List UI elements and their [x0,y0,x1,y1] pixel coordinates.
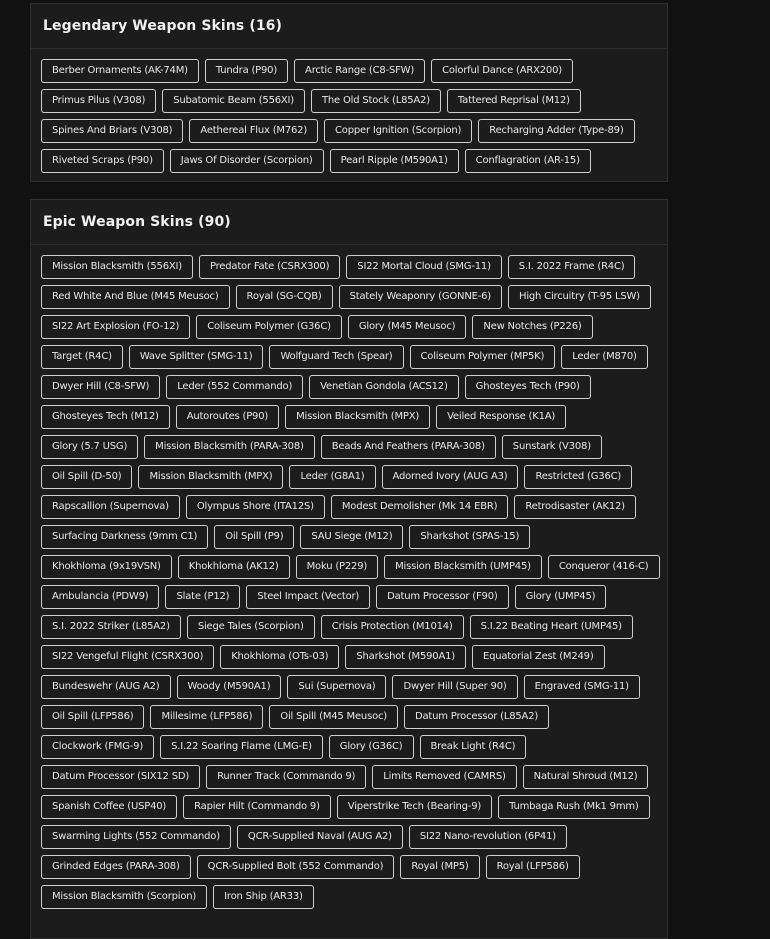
skin-chip[interactable]: Coliseum Polymer (G36C) [196,315,342,339]
skin-chip[interactable]: Mission Blacksmith (MPX) [138,465,283,489]
epic-skins-count: (90) [198,214,231,230]
skin-chip[interactable]: Red White And Blue (M45 Meusoc) [41,285,230,309]
legendary-skins-panel [30,3,668,182]
skin-chip[interactable]: SI22 Mortal Cloud (SMG-11) [346,255,501,279]
epic-skins-list [31,245,667,915]
skin-chip[interactable]: Clockwork (FMG-9) [41,735,154,759]
epic-skins-title: Epic Weapon Skins [43,214,194,230]
legendary-skins-header [31,4,667,49]
skin-chip[interactable]: Oil Spill (P9) [214,525,294,549]
skin-chip[interactable]: Ghosteyes Tech (M12) [41,405,170,429]
skin-chip[interactable]: Beads And Feathers (PARA-308) [321,435,496,459]
skin-chip[interactable]: Adorned Ivory (AUG A3) [382,465,519,489]
skin-chip[interactable]: Woody (M590A1) [177,675,282,699]
skin-chip[interactable]: Retrodisaster (AK12) [514,495,636,519]
skin-chip[interactable]: Target (R4C) [41,345,123,369]
skin-chip[interactable]: Dwyer Hill (C8-SFW) [41,375,160,399]
skin-chip[interactable]: Berber Ornaments (AK-74M) [41,59,199,83]
skin-chip[interactable]: Datum Processor (F90) [376,585,508,609]
skin-chip[interactable]: Bundeswehr (AUG A2) [41,675,171,699]
skin-chip[interactable]: Leder (552 Commando) [166,375,303,399]
skin-chip[interactable]: Datum Processor (SIX12 SD) [41,765,200,789]
skin-chip[interactable]: Iron Ship (AR33) [213,885,314,909]
skin-chip[interactable]: Crisis Protection (M1014) [321,615,464,639]
skin-chip[interactable]: Break Light (R4C) [420,735,527,759]
skin-chip[interactable]: High Circuitry (T-95 LSW) [508,285,651,309]
skin-chip[interactable]: Arctic Range (C8-SFW) [294,59,425,83]
skin-chip[interactable]: Autoroutes (P90) [176,405,279,429]
skin-chip[interactable]: Colorful Dance (ARX200) [431,59,573,83]
skin-chip[interactable]: Royal (LFP586) [486,855,580,879]
skin-chip[interactable]: Coliseum Polymer (MP5K) [410,345,556,369]
skin-chip[interactable]: Khokhloma (AK12) [178,555,290,579]
skin-chip[interactable]: Subatomic Beam (556XI) [162,89,305,113]
skin-chip[interactable]: Mission Blacksmith (Scorpion) [41,885,207,909]
skin-chip[interactable]: Surfacing Darkness (9mm C1) [41,525,208,549]
legendary-skins-title: Legendary Weapon Skins [43,18,245,34]
legendary-skins-list [31,49,667,179]
skin-chip[interactable]: QCR-Supplied Bolt (552 Commando) [197,855,395,879]
skin-chip[interactable]: Sui (Supernova) [287,675,386,699]
skin-chip[interactable]: Mission Blacksmith (556XI) [41,255,193,279]
skin-chip[interactable]: Veiled Response (K1A) [436,405,566,429]
skin-chip[interactable]: Rapier Hilt (Commando 9) [183,795,331,819]
skin-chip[interactable]: Royal (SG-CQB) [236,285,333,309]
skin-chip[interactable]: Khokhloma (9x19VSN) [41,555,172,579]
skin-chip[interactable]: Moku (P229) [296,555,378,579]
skin-chip[interactable]: Leder (G8A1) [289,465,375,489]
skin-chip[interactable]: The Old Stock (L85A2) [311,89,441,113]
skin-chip[interactable]: Limits Removed (CAMRS) [372,765,516,789]
skin-chip[interactable]: Millesime (LFP586) [150,705,263,729]
skin-chip[interactable]: Riveted Scraps (P90) [41,149,164,173]
skin-chip[interactable]: Equatorial Zest (M249) [472,645,605,669]
skin-chip[interactable]: S.I. 2022 Frame (R4C) [508,255,636,279]
skin-chip[interactable]: Rapscallion (Supernova) [41,495,180,519]
skin-chip[interactable]: Pearl Ripple (M590A1) [330,149,459,173]
skin-chip[interactable]: Wolfguard Tech (Spear) [269,345,403,369]
skin-chip[interactable]: Olympus Shore (ITA12S) [186,495,325,519]
skin-chip[interactable]: Viperstrike Tech (Bearing-9) [337,795,492,819]
skin-chip[interactable]: Runner Track (Commando 9) [206,765,366,789]
skin-chip[interactable]: Natural Shroud (M12) [523,765,649,789]
skin-chip[interactable]: Sunstark (V308) [502,435,602,459]
skin-chip[interactable]: Venetian Gondola (ACS12) [309,375,459,399]
skin-chip[interactable]: Oil Spill (D-50) [41,465,132,489]
skin-chip[interactable]: Conflagration (AR-15) [465,149,591,173]
skin-chip[interactable]: SI22 Nano-revolution (6P41) [409,825,567,849]
skin-chip[interactable]: Tundra (P90) [205,59,288,83]
epic-skins-header [31,200,667,245]
skin-chip[interactable]: Tattered Reprisal (M12) [447,89,581,113]
skin-chip[interactable]: S.I.22 Beating Heart (UMP45) [470,615,633,639]
skin-chip[interactable]: SI22 Vengeful Flight (CSRX300) [41,645,214,669]
skin-chip[interactable]: Mission Blacksmith (UMP45) [384,555,542,579]
skin-chip[interactable]: Recharging Adder (Type-89) [478,119,634,143]
skin-chip[interactable]: Siege Tales (Scorpion) [187,615,315,639]
skin-chip[interactable]: Khokhloma (OTs-03) [220,645,339,669]
skin-chip[interactable]: SAU Siege (M12) [300,525,403,549]
skin-chip[interactable]: Tumbaga Rush (Mk1 9mm) [498,795,650,819]
skin-chip[interactable]: Datum Processor (L85A2) [404,705,549,729]
skin-chip[interactable]: SI22 Art Explosion (FO-12) [41,315,190,339]
skin-chip[interactable]: Stately Weaponry (GONNE-6) [339,285,502,309]
skin-chip[interactable]: Ghosteyes Tech (P90) [465,375,591,399]
skin-chip[interactable]: S.I. 2022 Striker (L85A2) [41,615,181,639]
skin-chip[interactable]: Sharkshot (M590A1) [345,645,466,669]
skin-chip[interactable]: Primus Pilus (V308) [41,89,156,113]
skin-chip[interactable]: Wave Splitter (SMG-11) [129,345,264,369]
skin-chip[interactable]: Spanish Coffee (USP40) [41,795,177,819]
epic-skins-panel [30,199,668,939]
skin-chip[interactable]: QCR-Supplied Naval (AUG A2) [237,825,403,849]
skin-chip[interactable]: Glory (M45 Meusoc) [348,315,467,339]
skin-chip[interactable]: Copper Ignition (Scorpion) [324,119,472,143]
skin-chip[interactable]: Swarming Lights (552 Commando) [41,825,231,849]
skin-chip[interactable]: Mission Blacksmith (PARA-308) [144,435,315,459]
skin-chip[interactable]: Steel Impact (Vector) [246,585,370,609]
skin-chip[interactable]: Leder (M870) [561,345,647,369]
skin-chip[interactable]: Sharkshot (SPAS-15) [409,525,530,549]
skin-chip[interactable]: Dwyer Hill (Super 90) [392,675,517,699]
skin-chip[interactable]: Engraved (SMG-11) [524,675,640,699]
skin-chip[interactable]: New Notches (P226) [472,315,592,339]
skin-chip[interactable]: Spines And Briars (V308) [41,119,183,143]
skin-chip[interactable]: Glory (5.7 USG) [41,435,138,459]
skin-chip[interactable]: Mission Blacksmith (MPX) [285,405,430,429]
skin-chip[interactable]: Conqueror (416-C) [548,555,660,579]
skin-chip[interactable]: Restricted (G36C) [524,465,632,489]
skin-chip[interactable]: Predator Fate (CSRX300) [199,255,340,279]
skin-chip[interactable]: Jaws Of Disorder (Scorpion) [170,149,324,173]
skin-chip[interactable]: Glory (UMP45) [515,585,607,609]
skin-chip[interactable]: Royal (MP5) [400,855,479,879]
skin-chip[interactable]: Glory (G36C) [329,735,414,759]
skin-chip[interactable]: Aethereal Flux (M762) [189,119,318,143]
skin-chip[interactable]: Ambulancia (PDW9) [41,585,159,609]
skin-chip[interactable]: Slate (P12) [165,585,240,609]
skin-chip[interactable]: Oil Spill (LFP586) [41,705,144,729]
legendary-skins-count: (16) [249,18,283,34]
skin-chip[interactable]: Oil Spill (M45 Meusoc) [269,705,398,729]
skin-chip[interactable]: S.I.22 Soaring Flame (LMG-E) [160,735,323,759]
skin-chip[interactable]: Grinded Edges (PARA-308) [41,855,191,879]
skin-chip[interactable]: Modest Demolisher (Mk 14 EBR) [331,495,508,519]
